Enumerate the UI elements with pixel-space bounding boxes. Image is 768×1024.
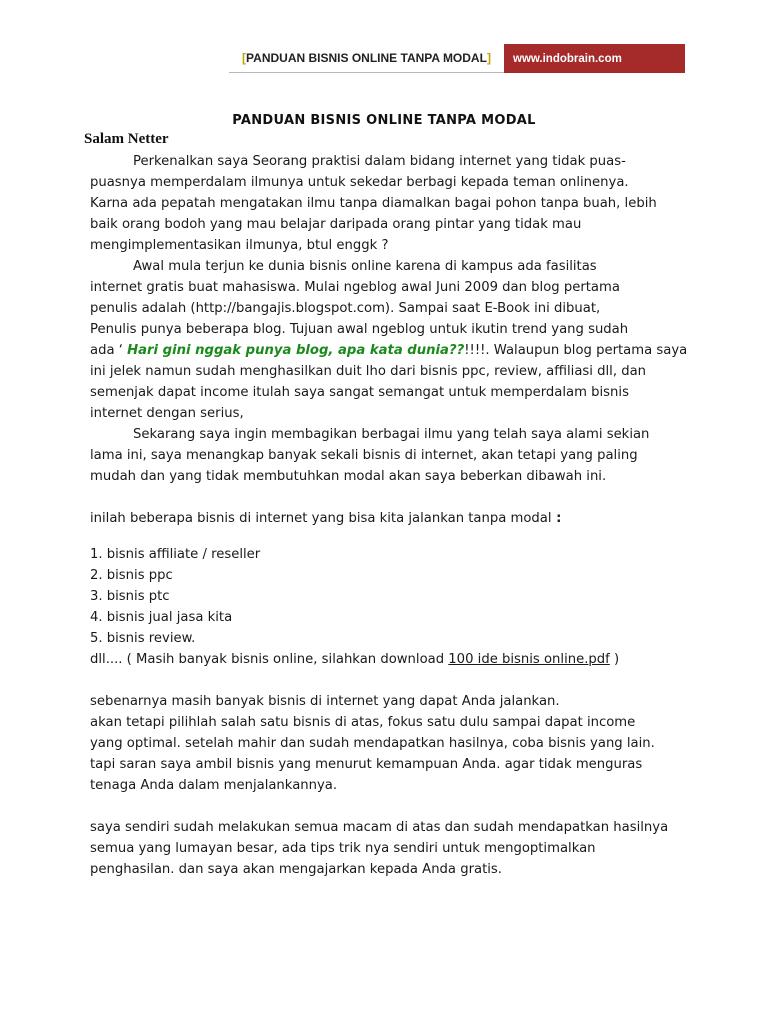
greeting: Salam Netter <box>84 131 169 147</box>
paragraph-line: Perkenalkan saya Seorang praktisi dalam bidang internet yang tidak puas- <box>133 154 626 169</box>
page-header <box>229 44 685 73</box>
list-intro <box>90 509 561 529</box>
paragraph-line: puasnya memperdalam ilmunya untuk sekedar berbagi kepada teman onlinenya. <box>90 175 629 190</box>
paragraph-line: semenjak dapat income itulah saya sangat semangat untuk memperdalam bisnis <box>90 385 629 400</box>
header-bracket-open: [ <box>242 51 247 65</box>
download-text: dll.... ( Masih banyak bisnis online, silahkan download <box>90 652 449 667</box>
paragraph-line: baik orang bodoh yang mau belajar daripada orang pintar yang tidak mau <box>90 217 582 232</box>
paragraph-line: saya sendiri sudah melakukan semua macam di atas dan sudah mendapatkan hasilnya <box>90 820 669 835</box>
paragraph-line: yang optimal. setelah mahir dan sudah mendapatkan hasilnya, coba bisnis yang lain. <box>90 736 655 751</box>
paragraph-line: akan tetapi pilihlah salah satu bisnis di atas, fokus satu dulu sampai dapat income <box>90 715 636 730</box>
list-item: 1. bisnis affiliate / reseller <box>90 547 261 562</box>
list-item: 5. bisnis review. <box>90 631 196 646</box>
paragraph-line: tenaga Anda dalam menjalankannya. <box>90 778 338 793</box>
paragraph-line: lama ini, saya menangkap banyak sekali bisnis di internet, akan tetapi yang paling <box>90 448 638 463</box>
pdf-download-link[interactable]: 100 ide bisnis online.pdf <box>448 652 610 667</box>
paragraph-line: penulis adalah (http://bangajis.blogspot.com). Sampai saat E-Book ini dibuat, <box>90 301 601 316</box>
paragraph-line: tapi saran saya ambil bisnis yang menurut kemampuan Anda. agar tidak menguras <box>90 757 643 772</box>
list-intro-text: inilah beberapa bisnis di internet yang bisa kita jalankan tanpa modal <box>90 511 552 526</box>
paragraph-line: penghasilan. dan saya akan mengajarkan kepada Anda gratis. <box>90 862 502 877</box>
header-website-url[interactable]: www.indobrain.com <box>504 44 685 73</box>
header-title-text: PANDUAN BISNIS ONLINE TANPA MODAL <box>246 51 487 65</box>
header-title <box>229 44 504 73</box>
download-text-end: ) <box>609 652 620 667</box>
paragraph-line: Awal mula terjun ke dunia bisnis online karena di kampus ada fasilitas <box>133 259 597 274</box>
paragraph-line: ini jelek namun sudah menghasilkan duit lho dari bisnis ppc, review, affiliasi dll, dan <box>90 364 647 379</box>
paragraph-line: internet dengan serius, <box>90 406 244 421</box>
paragraph-line-quote <box>90 341 687 361</box>
header-bracket-close: ] <box>486 51 491 65</box>
paragraph-line: internet gratis buat mahasiswa. Mulai ngeblog awal Juni 2009 dan blog pertama <box>90 280 620 295</box>
paragraph-line: Sekarang saya ingin membagikan berbagai ilmu yang telah saya alami sekian <box>133 427 650 442</box>
list-intro-colon: : <box>551 511 562 526</box>
document-title: PANDUAN BISNIS ONLINE TANPA MODAL <box>232 113 536 128</box>
paragraph-line: semua yang lumayan besar, ada tips trik nya sendiri untuk mengoptimalkan <box>90 841 596 856</box>
download-line <box>90 650 619 670</box>
paragraph-line: mudah dan yang tidak membutuhkan modal akan saya beberkan dibawah ini. <box>90 469 607 484</box>
list-item: 2. bisnis ppc <box>90 568 173 583</box>
highlighted-quote: Hari gini nggak punya blog, apa kata dunia?? <box>127 343 465 358</box>
paragraph-line: Karna ada pepatah mengatakan ilmu tanpa diamalkan bagai pohon tanpa buah, lebih <box>90 196 657 211</box>
paragraph-line: sebenarnya masih banyak bisnis di internet yang dapat Anda jalankan. <box>90 694 560 709</box>
quote-prefix: ada ‘ <box>90 343 128 358</box>
list-item: 4. bisnis jual jasa kita <box>90 610 233 625</box>
paragraph-line: Penulis punya beberapa blog. Tujuan awal ngeblog untuk ikutin trend yang sudah <box>90 322 629 337</box>
list-item: 3. bisnis ptc <box>90 589 170 604</box>
paragraph-line: mengimplementasikan ilmunya, btul enggk ? <box>90 238 389 253</box>
quote-suffix: !!!!. Walaupun blog pertama saya <box>464 343 688 358</box>
